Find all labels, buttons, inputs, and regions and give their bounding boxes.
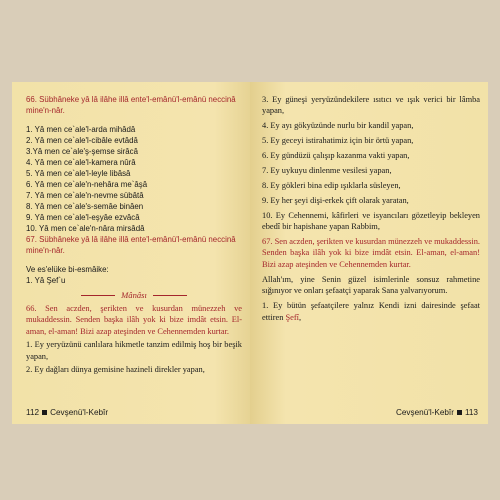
running-title: Cevşenü'l-Kebîr xyxy=(50,408,109,417)
item-1-text: 1. Ey bütün şefaatçilere yalnız Kendi izni dairesinde şefaat ettiren xyxy=(262,301,480,322)
running-title: Cevşenü'l-Kebîr xyxy=(395,408,454,417)
meaning-item: 2. Ey dağları dünya gemisine hazineli direkler yapan, xyxy=(26,365,205,375)
meaning-item: 6. Ey gündüzü çalışıp kazanma vakti yapan, xyxy=(262,151,410,161)
manasi-heading xyxy=(26,290,242,300)
meaning-item: 1. Ey yeryüzünü canlılara hikmetle tanzim edilmiş hoş bir beşik yapan, xyxy=(26,340,242,361)
list-item: 2. Yâ men ce`ale'l-cibâle evtâdâ xyxy=(26,136,138,145)
meaning-item: 7. Ey uykuyu dinlenme vesilesi yapan, xyxy=(262,166,392,176)
square-bullet-icon xyxy=(457,410,462,415)
list-item: 3.Yâ men ce`ale'ş-şemse sirâcâ xyxy=(26,147,139,156)
closing-item: 1. Yâ Şef`u xyxy=(26,276,66,285)
meaning-item: 4. Ey ayı gökyüzünde nurlu bir kandil yapan, xyxy=(262,121,414,131)
verse-67: 67. Sübhâneke yâ lâ ilâhe illâ ente'l-emânü'l-emânü neccinâ mine'n-nâr. xyxy=(26,235,236,255)
page-number: 112 xyxy=(26,408,40,417)
divider xyxy=(81,295,115,296)
meaning-item: 10. Ey Cehennemi, kâfirleri ve isyancıları gözetleyip bekleyen ebedî bir hapishane yapan Rabbim, xyxy=(262,210,480,232)
right-folio xyxy=(396,408,478,417)
page-number: 113 xyxy=(464,408,478,417)
list-item: 8. Yâ men ce`ale's-semâe binâen xyxy=(26,202,144,211)
manasi-label: Mânâsı xyxy=(121,290,147,300)
meaning-item: 5. Ey geceyi istirahatimiz için bir örtü yapan, xyxy=(262,136,414,146)
left-page xyxy=(12,82,250,424)
list-item: 5. Yâ men ce`ale'l-leyle libâsâ xyxy=(26,169,131,178)
closing-intro: Ve es'elüke bi-esmâike: xyxy=(26,265,109,274)
meaning-item: 3. Ey güneşi yeryüzündekilere ısıtıcı ve ışık verici bir lâmba yapan, xyxy=(262,95,480,116)
left-folio xyxy=(26,408,108,417)
list-item: 6. Yâ men ce`ale'n-nehâra me`âşâ xyxy=(26,180,148,189)
list-item: 4. Yâ men ce`ale'l-kamera nûrâ xyxy=(26,158,136,167)
open-book xyxy=(12,82,488,424)
list-item: 1. Yâ men ce`ale'l-arda mihâdâ xyxy=(26,125,136,134)
meaning-item xyxy=(262,300,480,323)
list-item: 10. Yâ men ce`ale'n-nâra mirsâdâ xyxy=(26,224,145,233)
meaning-item: 8. Ey gökleri bina edip ışıklarla süsleyen, xyxy=(262,180,401,190)
plea-text: Allah'ım, yine Senin güzel isimlerinle sonsuz rahmetine sığınıyor ve onları şefaatçi yaparak Sana yalvarıyorum. xyxy=(262,274,480,296)
item-1-name: Şefî xyxy=(285,312,299,322)
right-page xyxy=(250,82,488,424)
verse-66-intro: 66. Sübhâneke yâ lâ ilâhe illâ ente'l-emânü'l-emânü neccinâ mine'n-nâr. xyxy=(26,95,236,115)
meaning-66: 66. Sen aczden, şerikten ve kusurdan münezzeh ve mukaddessin. Senden başka ilâh yok ki bize imdât etsin. El-aman, el-aman! Bizi azap ateşinden ve Cehennemden kurtar. xyxy=(26,304,242,336)
item-1-suffix: , xyxy=(299,312,302,322)
meaning-67: 67. Sen aczden, şerikten ve kusurdan münezzeh ve mukaddessin. Senden başka ilâh yok ki bize imdât etsin. El-aman, el-aman! Bizi azap ateşinden ve Cehennemden kurtar. xyxy=(262,237,480,269)
meaning-item: 9. Ey her şeyi dişi-erkek çift olarak yaratan, xyxy=(262,195,409,205)
square-bullet-icon xyxy=(42,410,47,415)
divider xyxy=(153,295,187,296)
transliteration-list xyxy=(26,124,242,234)
list-item: 9. Yâ men ce`ale'l-eşyâe ezvâcâ xyxy=(26,213,140,222)
list-item: 7. Yâ men ce`ale'n-nevme sübâtâ xyxy=(26,191,144,200)
